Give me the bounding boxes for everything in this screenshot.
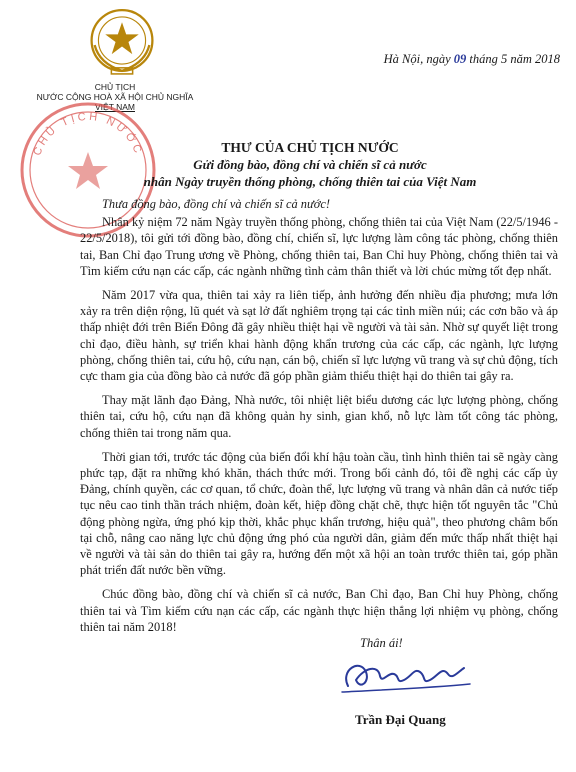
letter-subtitle-1: Gửi đồng bào, đồng chí và chiến sĩ cả nước bbox=[193, 157, 427, 172]
national-emblem-icon bbox=[84, 4, 160, 80]
paragraph-5: Chúc đồng bào, đồng chí và chiến sĩ cả nước, Ban Chỉ đạo, Ban Chỉ huy Phòng, chống thiên tai và Tìm kiếm cứu nạn các cấp, các ngành thực hiện thắng lợi nhiệm vụ phòng, chống thiên tai năm 2018! bbox=[80, 587, 558, 634]
paragraph-3: Thay mặt lãnh đạo Đảng, Nhà nước, tôi nhiệt liệt biểu dương các lực lượng phòng, chống thiên tai, cứu hộ, cứu nạn đã không quản hy sinh, gian khổ, nỗ lực làm tốt công tác phòng, chống thiên tai trong năm qua. bbox=[80, 393, 558, 440]
letter-body bbox=[80, 196, 558, 643]
issuer-line-3: VIỆT NAM bbox=[95, 102, 135, 112]
place-date-prefix: Hà Nội, ngày bbox=[383, 52, 454, 66]
place-date bbox=[300, 52, 560, 67]
closing-salutation: Thân ái! bbox=[360, 636, 403, 650]
paragraph-4: Thời gian tới, trước tác động của biến đổi khí hậu toàn cầu, tình hình thiên tai sẽ ngày càng phức tạp, đặt ra những khó khăn, thách thức mới. Trong bối cảnh đó, tôi đề nghị các cấp ủy Đảng, chính quyền, các cơ quan, tổ chức, đoàn thể, lực lượng vũ trang và nhân dân cả nước tiếp tục nêu cao tinh thần trách nhiệm, đoàn kết, hiệp đồng chặt chẽ, thực hiện tốt nguyên tắc "Chủ động phòng ngừa, ứng phó kịp thời, khắc phục khẩn trương, hiệu quả", theo phương châm bốn tại chỗ, nâng cao năng lực chủ động ứng phó của người dân, giảm đến mức thấp nhất thiệt hại về người và tài sản do thiên tai gây ra, hướng đến một xã hội an toàn trước thiên tai, góp phần phát triển đất nước bền vững. bbox=[80, 449, 558, 578]
place-date-suffix: tháng 5 năm 2018 bbox=[466, 52, 560, 66]
issuer-line-1: CHỦ TỊCH bbox=[94, 82, 136, 92]
letter-title: THƯ CỦA CHỦ TỊCH NƯỚC bbox=[221, 140, 399, 155]
handwritten-signature bbox=[330, 650, 480, 698]
paragraph-1: Nhân kỷ niệm 72 năm Ngày truyền thống phòng, chống thiên tai của Việt Nam (22/5/1946 - 22/5/2018), tôi gửi tới đồng bào, đồng chí, chiến sĩ, lực lượng làm công tác phòng, chống thiên tai, Ban Chỉ đạo Trung ương về Phòng, chống thiên tai, Ban Chỉ huy Phòng, chống thiên tai và Tìm kiếm cứu nạn các cấp, các ngành những tình cảm thân thiết và lời chúc mừng tốt đẹp nhất. bbox=[80, 215, 558, 278]
greeting: Thưa đồng bào, đồng chí và chiến sĩ cả nước! bbox=[102, 197, 330, 211]
date-day: 09 bbox=[453, 52, 467, 66]
issuer-block bbox=[22, 82, 208, 112]
seal-text: CHỦ TỊCH NƯỚC bbox=[31, 110, 145, 158]
paragraph-2: Năm 2017 vừa qua, thiên tai xảy ra liên tiếp, ảnh hưởng đến nhiều địa phương; mưa lớn xảy ra trên diện rộng, lũ quét và sạt lở đất nghiêm trọng tại các tỉnh miền núi; các cơn bão và áp thấp nhiệt đới trên Biển Đông đã gây nhiều thiệt hại về người và tài sản. Nhờ sự quyết liệt trong chỉ đạo, điều hành, sự triển khai hành động khẩn trương của các cấp, các ngành, lực lượng phòng, chống thiên tai, cứu hộ, cứu nạn, cán bộ, chiến sĩ lực lượng vũ trang và sự chủ động, tích cực tham gia của đồng bào cả nước đã góp phần giảm thiểu thiệt hại do thiên tai gây ra. bbox=[80, 288, 558, 384]
signer-name: Trần Đại Quang bbox=[355, 712, 446, 727]
issuer-line-2: NƯỚC CỘNG HOÀ XÃ HỘI CHỦ NGHĨA bbox=[36, 92, 194, 102]
letter-subtitle-2: nhân Ngày truyền thống phòng, chống thiên tai của Việt Nam bbox=[143, 174, 477, 189]
